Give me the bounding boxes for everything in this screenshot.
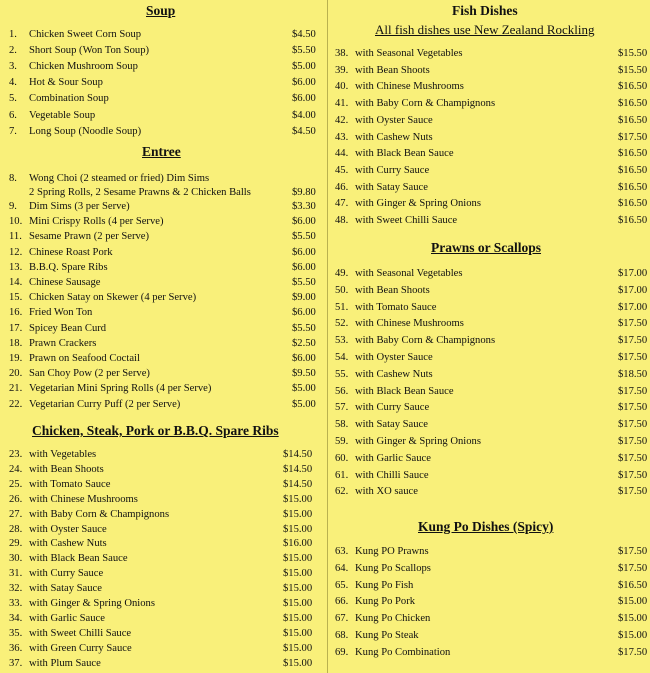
item-name: with Tomato Sauce bbox=[29, 478, 111, 490]
item-price: $3.30 bbox=[292, 201, 316, 212]
item-price: $17.50 bbox=[618, 385, 648, 397]
item-description: 2 Spring Rolls, 2 Sesame Prawns & 2 Chicken Balls bbox=[29, 187, 251, 198]
item-number: 1. bbox=[9, 29, 17, 40]
item-number: 39. bbox=[335, 64, 349, 76]
item-price: $15.50 bbox=[618, 64, 648, 76]
item-number: 55. bbox=[335, 368, 349, 380]
item-number: 22. bbox=[9, 398, 23, 410]
item-number: 32. bbox=[9, 583, 23, 595]
item-number: 24. bbox=[9, 463, 23, 475]
item-number: 27. bbox=[9, 508, 23, 520]
item-price: $6.00 bbox=[292, 261, 316, 273]
item-name: Short Soup (Won Ton Soup) bbox=[29, 45, 150, 57]
item-name: with Black Bean Sauce bbox=[355, 148, 454, 160]
item-number: 36. bbox=[9, 642, 23, 654]
item-name: Fried Won Ton bbox=[29, 307, 93, 319]
item-price: $15.00 bbox=[283, 553, 313, 565]
item-name: with Tomato Sauce bbox=[355, 301, 437, 313]
item-number: 58. bbox=[335, 419, 349, 431]
item-number: 3. bbox=[9, 61, 17, 73]
item-price: $15.00 bbox=[283, 493, 313, 505]
item-name: Spicey Bean Curd bbox=[29, 322, 107, 334]
item-price: $17.50 bbox=[618, 436, 648, 447]
item-name: with Satay Sauce bbox=[355, 181, 428, 193]
item-name: Kung Po Scallops bbox=[355, 562, 431, 574]
item-price: $4.00 bbox=[292, 109, 316, 121]
item-number: 64. bbox=[335, 562, 349, 574]
item-name: with Plum Sauce bbox=[29, 657, 101, 669]
item-number: 57. bbox=[335, 402, 349, 414]
item-name: Prawn on Seafood Coctail bbox=[29, 353, 140, 364]
item-number: 47. bbox=[335, 198, 349, 210]
item-number: 18. bbox=[9, 337, 23, 349]
item-price: $16.50 bbox=[618, 164, 648, 176]
item-name: with Ginger & Spring Onions bbox=[355, 436, 481, 447]
item-number: 45. bbox=[335, 164, 349, 176]
item-name: Vegetarian Mini Spring Rolls (4 per Serve) bbox=[29, 383, 212, 395]
item-number: 34. bbox=[9, 612, 23, 624]
item-price: $16.50 bbox=[618, 579, 648, 591]
item-price: $4.50 bbox=[292, 29, 316, 40]
item-price: $9.80 bbox=[292, 187, 316, 198]
item-number: 14. bbox=[9, 277, 23, 288]
item-price: $5.50 bbox=[292, 45, 316, 57]
item-number: 5. bbox=[9, 93, 17, 105]
item-number: 38. bbox=[335, 48, 349, 59]
item-name: with Vegetables bbox=[29, 449, 97, 460]
right-column bbox=[327, 0, 650, 673]
item-price: $17.50 bbox=[618, 469, 648, 481]
item-price: $15.00 bbox=[283, 598, 313, 609]
item-number: 8. bbox=[9, 173, 17, 184]
item-price: $15.00 bbox=[283, 642, 313, 654]
item-number: 29. bbox=[9, 538, 23, 550]
item-name: Combination Soup bbox=[29, 93, 109, 105]
item-number: 31. bbox=[9, 568, 23, 580]
item-number: 50. bbox=[335, 284, 349, 296]
item-number: 51. bbox=[335, 301, 349, 313]
item-price: $18.50 bbox=[618, 368, 648, 380]
item-price: $6.00 bbox=[292, 93, 316, 105]
item-number: 43. bbox=[335, 131, 349, 143]
item-price: $15.00 bbox=[283, 657, 313, 669]
item-number: 6. bbox=[9, 109, 17, 121]
item-price: $2.50 bbox=[292, 337, 316, 349]
item-number: 65. bbox=[335, 579, 349, 591]
item-price: $16.00 bbox=[283, 538, 313, 550]
item-price: $16.50 bbox=[618, 215, 648, 226]
item-number: 49. bbox=[335, 268, 349, 279]
item-number: 26. bbox=[9, 493, 23, 505]
item-price: $5.00 bbox=[292, 398, 316, 410]
item-name: with Sweet Chilli Sauce bbox=[29, 627, 132, 639]
item-name: Prawn Crackers bbox=[29, 337, 97, 349]
item-price: $17.00 bbox=[618, 268, 648, 279]
item-number: 30. bbox=[9, 553, 23, 565]
item-price: $17.50 bbox=[618, 335, 648, 347]
item-price: $16.50 bbox=[618, 114, 648, 126]
item-price: $4.50 bbox=[292, 125, 316, 137]
item-price: $17.50 bbox=[618, 646, 648, 658]
item-price: $17.50 bbox=[618, 452, 648, 464]
item-number: 11. bbox=[9, 231, 22, 243]
item-number: 28. bbox=[9, 523, 23, 535]
item-number: 37. bbox=[9, 657, 23, 669]
fish-heading: Fish Dishes bbox=[452, 3, 518, 18]
item-number: 9. bbox=[9, 201, 17, 212]
item-number: 33. bbox=[9, 598, 23, 609]
item-number: 17. bbox=[9, 322, 23, 334]
item-price: $6.00 bbox=[292, 216, 316, 228]
item-number: 13. bbox=[9, 261, 23, 273]
item-name: with Baby Corn & Champignons bbox=[29, 508, 170, 520]
item-name: with Curry Sauce bbox=[355, 164, 430, 176]
fish-subtitle: All fish dishes use New Zealand Rockling bbox=[375, 22, 595, 37]
item-number: 25. bbox=[9, 478, 23, 490]
item-price: $15.00 bbox=[283, 627, 313, 639]
item-name: Vegetable Soup bbox=[29, 109, 96, 121]
item-number: 16. bbox=[9, 307, 23, 319]
item-price: $17.50 bbox=[618, 352, 648, 363]
item-number: 54. bbox=[335, 352, 349, 363]
item-name: with Satay Sauce bbox=[355, 419, 428, 431]
item-name: Kung Po Fish bbox=[355, 579, 414, 591]
item-name: with XO sauce bbox=[355, 486, 418, 498]
item-name: with Green Curry Sauce bbox=[29, 642, 132, 654]
item-price: $15.00 bbox=[283, 508, 313, 520]
item-number: 15. bbox=[9, 292, 23, 304]
item-price: $17.50 bbox=[618, 486, 648, 498]
item-price: $16.50 bbox=[618, 148, 648, 160]
item-name: Long Soup (Noodle Soup) bbox=[29, 125, 142, 137]
item-name: Chicken Mushroom Soup bbox=[29, 61, 138, 73]
item-price: $15.00 bbox=[283, 568, 313, 580]
item-price: $15.50 bbox=[618, 48, 648, 59]
item-name: Vegetarian Curry Puff (2 per Serve) bbox=[29, 398, 181, 410]
item-name: Chicken Sweet Corn Soup bbox=[29, 29, 142, 40]
item-price: $15.00 bbox=[283, 523, 313, 535]
item-price: $5.00 bbox=[292, 383, 316, 395]
item-price: $14.50 bbox=[283, 463, 313, 475]
item-name: with Chilli Sauce bbox=[355, 469, 429, 481]
item-name: with Ginger & Spring Onions bbox=[29, 598, 155, 609]
item-name: Kung Po Pork bbox=[355, 596, 416, 608]
item-number: 59. bbox=[335, 436, 349, 447]
item-price: $9.00 bbox=[292, 292, 316, 304]
item-price: $15.00 bbox=[618, 630, 648, 641]
item-name: Kung PO Prawns bbox=[355, 546, 429, 557]
item-name: with Seasonal Vegetables bbox=[355, 268, 463, 279]
entree-heading: Entree bbox=[142, 144, 181, 159]
item-number: 63. bbox=[335, 546, 349, 557]
item-name: with Bean Shoots bbox=[355, 64, 430, 76]
item-number: 62. bbox=[335, 486, 349, 498]
item-name: with Curry Sauce bbox=[29, 568, 104, 580]
item-price: $6.00 bbox=[292, 77, 316, 89]
item-name: with Cashew Nuts bbox=[355, 131, 433, 143]
item-name: with Garlic Sauce bbox=[355, 452, 431, 464]
item-name: Mini Crispy Rolls (4 per Serve) bbox=[29, 216, 164, 228]
item-number: 2. bbox=[9, 45, 17, 57]
item-number: 69. bbox=[335, 646, 349, 658]
item-name: Kung Po Chicken bbox=[355, 613, 431, 625]
item-name: B.B.Q. Spare Ribs bbox=[29, 261, 108, 273]
item-name: with Curry Sauce bbox=[355, 402, 430, 414]
item-name: with Black Bean Sauce bbox=[29, 553, 128, 565]
item-price: $15.00 bbox=[283, 612, 313, 624]
item-price: $17.00 bbox=[618, 301, 648, 313]
item-name: with Baby Corn & Champignons bbox=[355, 98, 496, 110]
item-price: $6.00 bbox=[292, 246, 316, 258]
item-name: with Baby Corn & Champignons bbox=[355, 335, 496, 347]
item-price: $17.50 bbox=[618, 402, 648, 414]
item-number: 12. bbox=[9, 246, 23, 258]
item-name: with Cashew Nuts bbox=[355, 368, 433, 380]
item-price: $5.50 bbox=[292, 231, 316, 243]
item-price: $6.00 bbox=[292, 307, 316, 319]
item-name: San Choy Pow (2 per Serve) bbox=[29, 368, 150, 380]
item-name: Chinese Sausage bbox=[29, 277, 101, 288]
item-number: 56. bbox=[335, 385, 349, 397]
item-name: with Black Bean Sauce bbox=[355, 385, 454, 397]
chicken-heading: Chicken, Steak, Pork or B.B.Q. Spare Ribs bbox=[32, 423, 279, 438]
item-name: with Oyster Sauce bbox=[355, 114, 433, 126]
item-price: $15.00 bbox=[618, 596, 648, 608]
item-name: with Satay Sauce bbox=[29, 583, 102, 595]
item-number: 52. bbox=[335, 318, 349, 330]
item-name: with Cashew Nuts bbox=[29, 538, 107, 550]
item-name: Chicken Satay on Skewer (4 per Serve) bbox=[29, 292, 197, 304]
item-number: 19. bbox=[9, 353, 23, 364]
item-name: with Chinese Mushrooms bbox=[355, 81, 464, 93]
item-number: 21. bbox=[9, 383, 23, 395]
item-name: with Chinese Mushrooms bbox=[355, 318, 464, 330]
item-name: Dim Sims (3 per Serve) bbox=[29, 201, 130, 212]
item-name: with Seasonal Vegetables bbox=[355, 48, 463, 59]
item-number: 66. bbox=[335, 596, 349, 608]
item-number: 68. bbox=[335, 630, 349, 641]
item-number: 7. bbox=[9, 125, 17, 137]
item-price: $14.50 bbox=[283, 449, 313, 460]
item-price: $17.50 bbox=[618, 546, 648, 557]
item-number: 44. bbox=[335, 148, 349, 160]
item-name: with Bean Shoots bbox=[29, 463, 104, 475]
item-number: 61. bbox=[335, 469, 349, 481]
item-price: $17.00 bbox=[618, 284, 648, 296]
item-price: $5.00 bbox=[292, 61, 316, 73]
item-price: $14.50 bbox=[283, 478, 313, 490]
item-number: 60. bbox=[335, 452, 349, 464]
item-number: 23. bbox=[9, 449, 23, 460]
item-price: $17.50 bbox=[618, 562, 648, 574]
item-price: $16.50 bbox=[618, 98, 648, 110]
item-name: with Oyster Sauce bbox=[29, 523, 107, 535]
item-price: $15.00 bbox=[283, 583, 313, 595]
item-name: Sesame Prawn (2 per Serve) bbox=[29, 231, 150, 243]
item-number: 41. bbox=[335, 98, 349, 110]
soup-heading: Soup bbox=[146, 3, 176, 18]
item-name: with Bean Shoots bbox=[355, 284, 430, 296]
item-number: 40. bbox=[335, 81, 349, 93]
item-name: Chinese Roast Pork bbox=[29, 246, 113, 258]
item-number: 67. bbox=[335, 613, 349, 625]
item-number: 35. bbox=[9, 627, 23, 639]
item-number: 10. bbox=[9, 216, 23, 228]
item-price: $5.50 bbox=[292, 277, 316, 288]
item-price: $15.00 bbox=[618, 613, 648, 625]
prawns-heading: Prawns or Scallops bbox=[431, 240, 542, 255]
item-name: Kung Po Combination bbox=[355, 646, 451, 658]
item-price: $16.50 bbox=[618, 198, 648, 210]
item-name: Kung Po Steak bbox=[355, 630, 419, 641]
item-price: $16.50 bbox=[618, 181, 648, 193]
kungpo-heading: Kung Po Dishes (Spicy) bbox=[418, 519, 554, 534]
item-name: with Chinese Mushrooms bbox=[29, 493, 138, 505]
item-number: 4. bbox=[9, 77, 17, 89]
item-name: Wong Choi (2 steamed or fried) Dim Sims bbox=[29, 173, 210, 184]
item-number: 46. bbox=[335, 181, 349, 193]
item-price: $17.50 bbox=[618, 131, 648, 143]
item-price: $5.50 bbox=[292, 322, 316, 334]
item-name: with Sweet Chilli Sauce bbox=[355, 215, 458, 226]
item-price: $17.50 bbox=[618, 419, 648, 431]
item-price: $17.50 bbox=[618, 318, 648, 330]
item-number: 20. bbox=[9, 368, 23, 380]
item-name: Hot & Sour Soup bbox=[29, 77, 103, 89]
item-price: $9.50 bbox=[292, 368, 316, 380]
item-name: with Garlic Sauce bbox=[29, 612, 105, 624]
item-price: $6.00 bbox=[292, 353, 316, 364]
item-number: 42. bbox=[335, 114, 349, 126]
item-price: $16.50 bbox=[618, 81, 648, 93]
item-number: 48. bbox=[335, 215, 349, 226]
item-name: with Oyster Sauce bbox=[355, 352, 433, 363]
item-name: with Ginger & Spring Onions bbox=[355, 198, 481, 210]
item-number: 53. bbox=[335, 335, 349, 347]
